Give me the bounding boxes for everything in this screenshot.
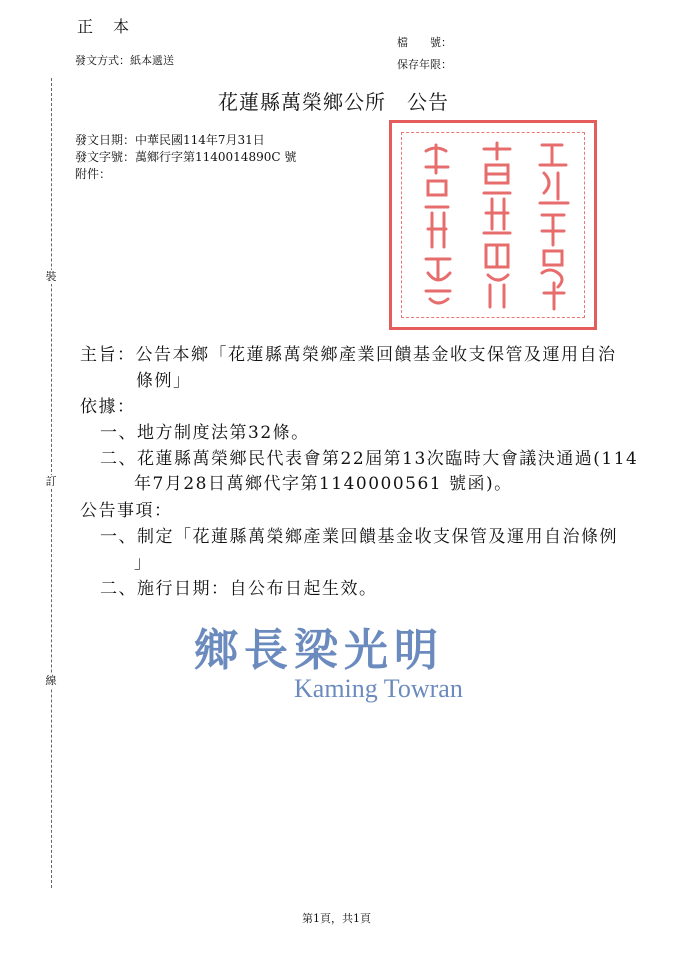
attachment-label: 附件： bbox=[75, 167, 112, 181]
official-seal bbox=[389, 120, 597, 330]
document-reference: 發文字號：萬鄉行字第1140014890C 號 bbox=[75, 150, 297, 164]
retention-period-label: 保存年限： bbox=[397, 58, 452, 71]
township-chief-stamp bbox=[186, 614, 516, 718]
stamp-english-name: Kaming Towran bbox=[294, 674, 463, 703]
copy-type-label: 正 本 bbox=[77, 17, 132, 36]
seal-script-glyphs bbox=[392, 123, 600, 333]
basis-item-1: 一、地方制度法第32條。 bbox=[100, 423, 310, 443]
file-number-label: 檔 號： bbox=[397, 36, 452, 49]
subject-text-line1: 公告本鄉「花蓮縣萬榮鄉產業回饋基金收支保管及運用自治 bbox=[135, 345, 617, 365]
subject-label: 主旨： bbox=[80, 345, 136, 365]
basis-item-2-line1: 二、花蓮縣萬榮鄉民代表會第22屆第13次臨時大會議決通過(114 bbox=[100, 449, 639, 469]
page-number: 第1頁，共1頁 bbox=[302, 912, 371, 925]
notice-label: 公告事項： bbox=[80, 501, 173, 521]
binding-char-2: 訂 bbox=[45, 475, 57, 488]
notice-item-1-line2: 」 bbox=[134, 553, 153, 573]
notice-item-1-line1: 一、制定「花蓮縣萬榮鄉產業回饋基金收支保管及運用自治條例 bbox=[100, 527, 618, 547]
stamp-chief-name: 鄉長梁光明 bbox=[194, 625, 444, 676]
subject-text-line2: 條例」 bbox=[136, 371, 192, 391]
notice-item-2: 二、施行日期：自公布日起生效。 bbox=[100, 579, 378, 599]
document-title: 花蓮縣萬榮鄉公所 公告 bbox=[218, 90, 449, 114]
issue-date: 發文日期：中華民國114年7月31日 bbox=[75, 133, 265, 147]
delivery-method: 發文方式：紙本遞送 bbox=[75, 54, 174, 67]
binding-char-1: 裝 bbox=[45, 270, 57, 283]
basis-item-2-line2: 年7月28日萬鄉代字第1140000561 號函)。 bbox=[134, 474, 513, 494]
basis-label: 依據： bbox=[80, 397, 136, 417]
binding-char-3: 線 bbox=[45, 674, 57, 687]
